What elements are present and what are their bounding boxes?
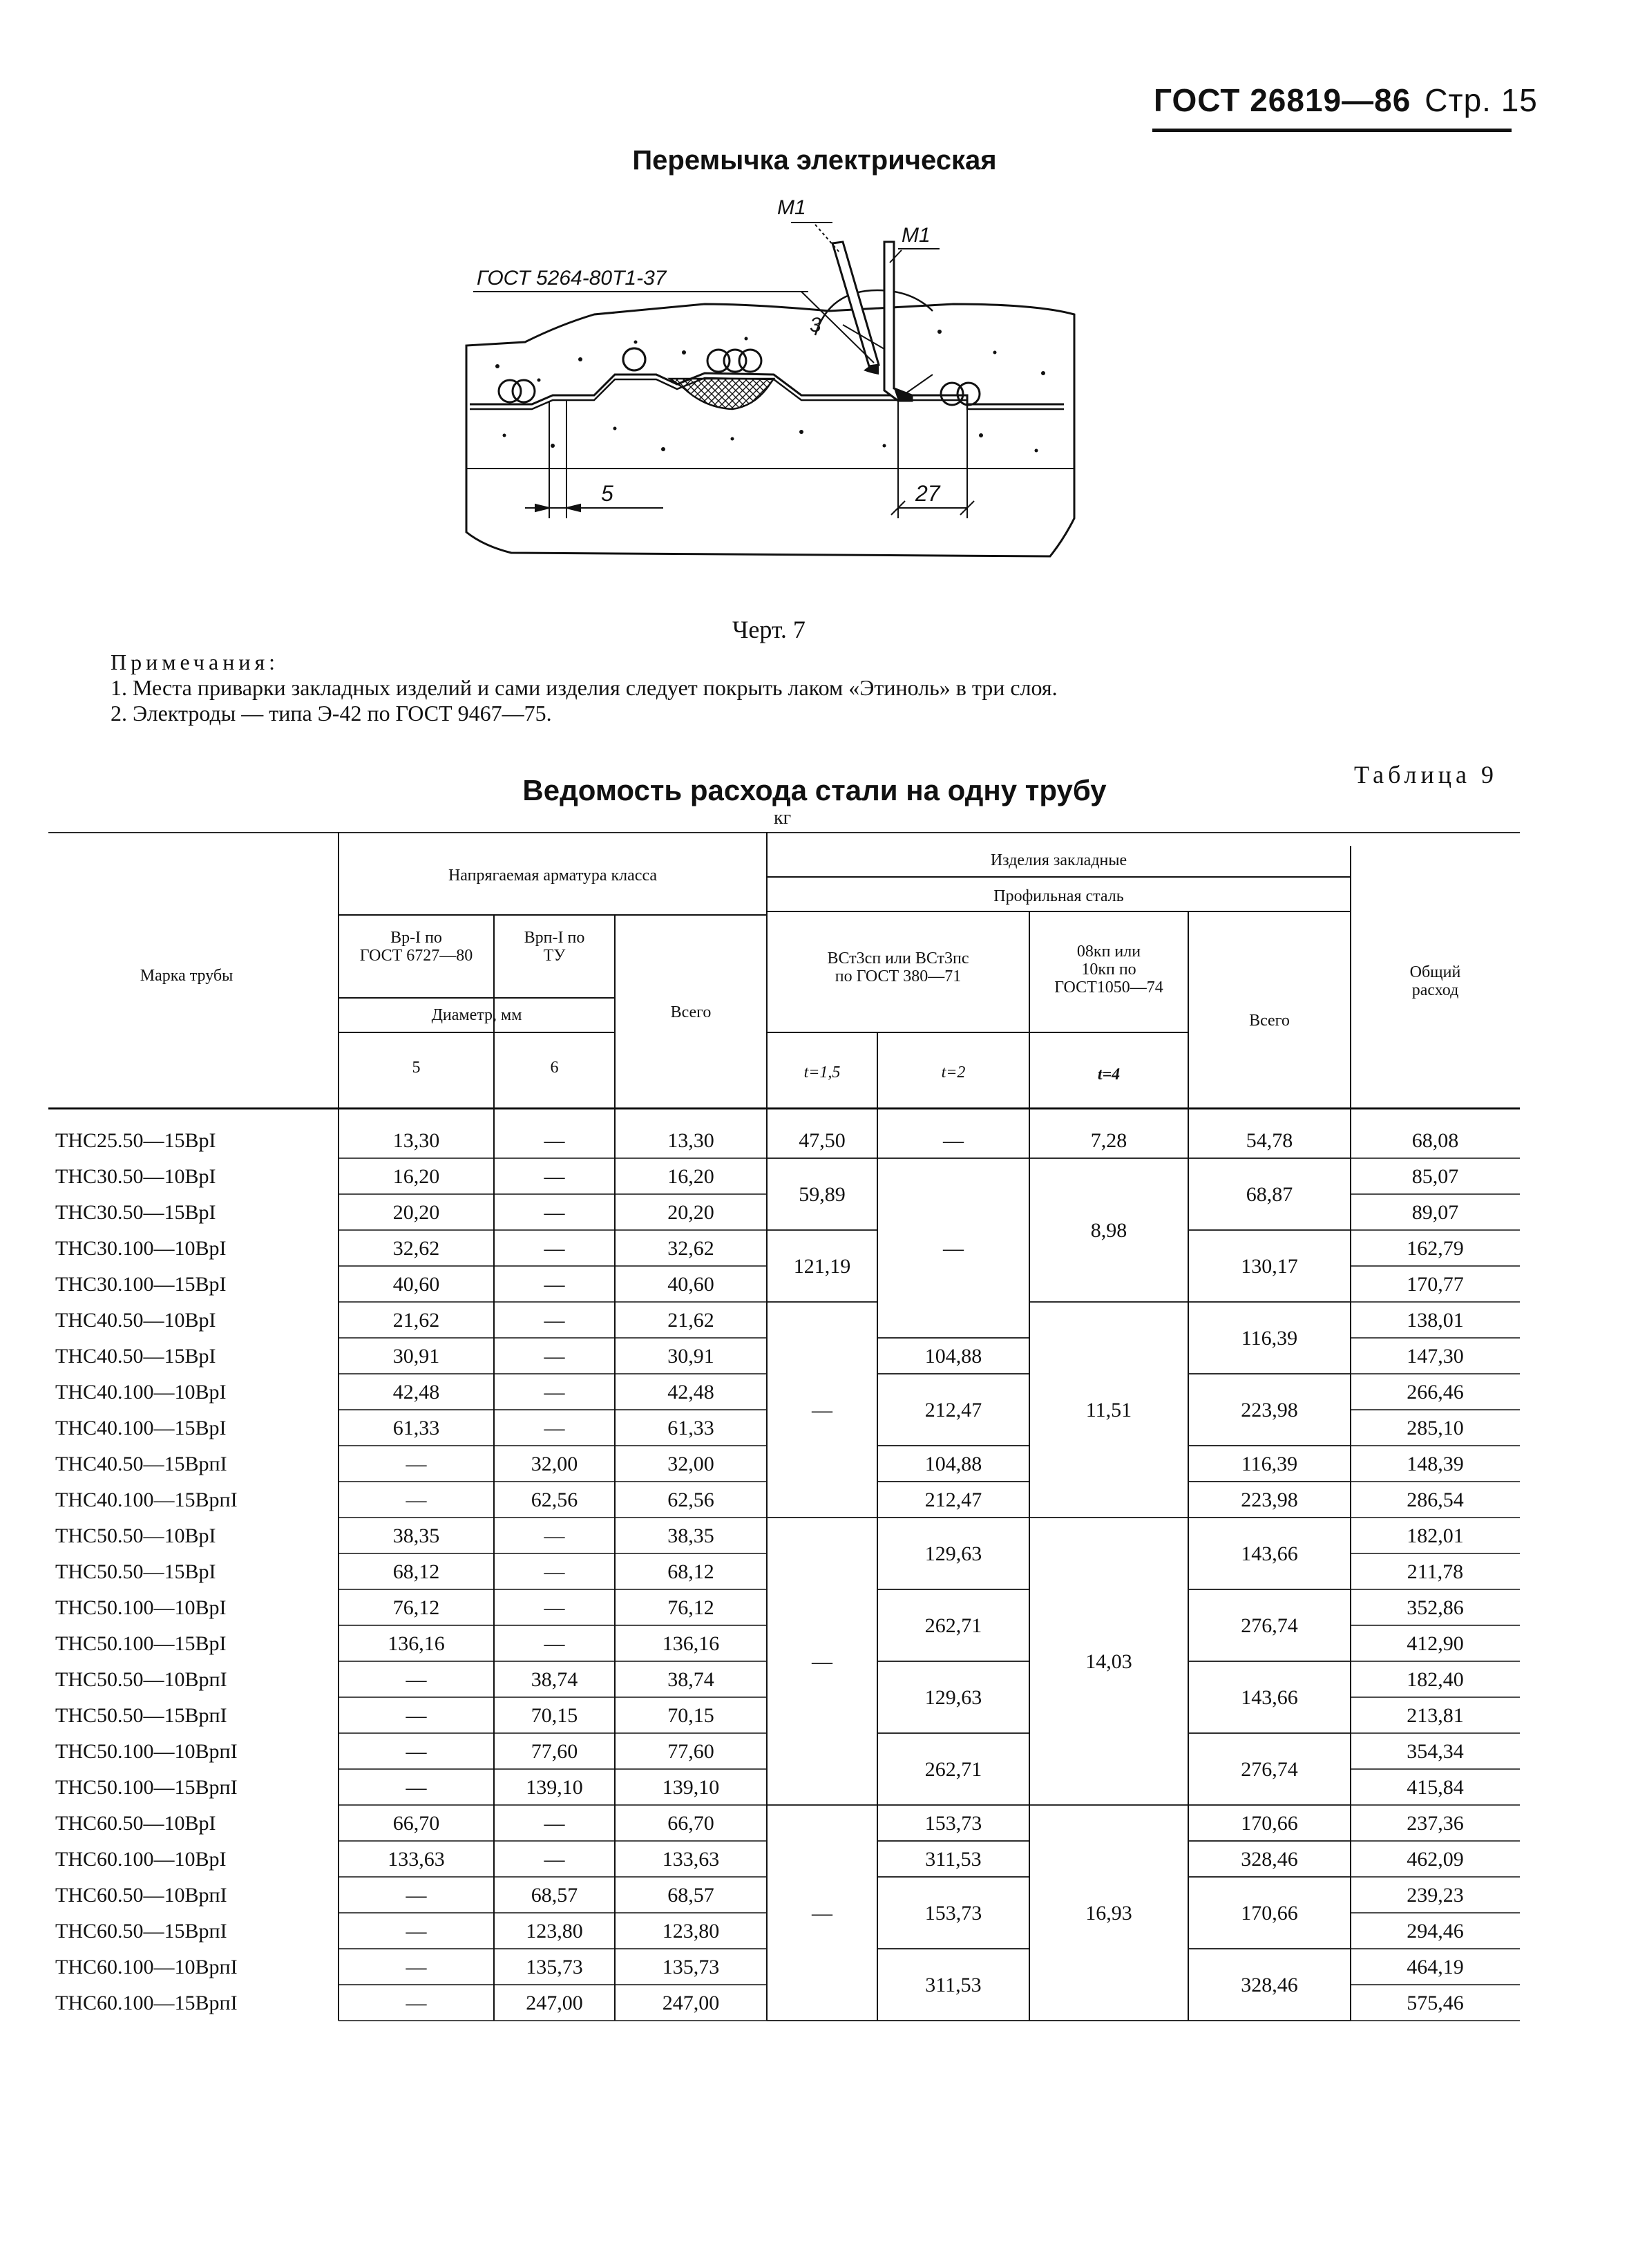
table-unit: кг <box>774 807 792 829</box>
table-merged-cell-t4: 14,03 <box>1085 1650 1132 1673</box>
label-m1-a: М1 <box>777 196 806 219</box>
table-row-d5: 68,12 <box>392 1560 440 1583</box>
table-merged-cell-etotal: 116,39 <box>1241 1453 1298 1475</box>
table-merged-cell-t15: — <box>812 1399 832 1421</box>
figure-title: Перемычка электрическая <box>632 145 997 176</box>
leader-weld-2 <box>905 375 933 394</box>
table-row-total: 13,30 <box>667 1129 714 1152</box>
table-row-overall: 182,40 <box>1407 1668 1464 1691</box>
table-row-total: 38,74 <box>667 1668 714 1691</box>
weld-fill <box>864 365 879 375</box>
table-row-total: 32,62 <box>667 1237 714 1260</box>
table-merged-cell-t2: 311,53 <box>925 1848 982 1871</box>
table-merged-cell-etotal: 276,74 <box>1241 1614 1298 1637</box>
concrete-outline <box>466 304 1074 556</box>
header-overall-1: Общий <box>1409 963 1461 981</box>
notes <box>111 650 1058 726</box>
table-merged-cell-t4: 7,28 <box>1090 1129 1127 1152</box>
table-row-d6: — <box>544 1524 565 1547</box>
label-weld-size: 3 <box>810 314 821 337</box>
table-merged-cell-t2: 104,88 <box>924 1453 982 1475</box>
table-merged-cell-t15: 47,50 <box>799 1129 846 1152</box>
table-row-d5: 42,48 <box>392 1381 440 1404</box>
table-row-overall: 147,30 <box>1407 1345 1464 1368</box>
table-row-overall: 462,09 <box>1407 1848 1464 1871</box>
table-row-total: 38,35 <box>667 1524 714 1547</box>
table-row-total: 20,20 <box>667 1201 714 1224</box>
figure-caption: Черт. 7 <box>732 616 806 643</box>
table-row-d5: 136,16 <box>388 1632 445 1655</box>
page-number: Стр. 15 <box>1425 82 1538 118</box>
label-m1-b: М1 <box>902 224 931 247</box>
table-merged-cell-etotal: 143,66 <box>1241 1686 1298 1709</box>
table-row-total: 133,63 <box>662 1848 720 1871</box>
table-row-overall: 354,34 <box>1407 1740 1464 1763</box>
header-vst-2: по ГОСТ 380—71 <box>835 967 962 985</box>
table-row-total: 76,12 <box>667 1596 714 1619</box>
table-row-total: 68,57 <box>667 1884 714 1907</box>
table-row-mark: ТНС50.50—10ВрпI <box>55 1668 227 1691</box>
table-row-overall: 89,07 <box>1411 1201 1459 1224</box>
table-merged-cell-etotal: 54,78 <box>1246 1129 1293 1152</box>
table-row-d6: 70,15 <box>531 1704 578 1727</box>
table-merged-cell-t15: — <box>812 1902 832 1925</box>
table-row-total: 66,70 <box>667 1812 714 1835</box>
table-title: Ведомость расхода стали на одну трубу <box>522 774 1107 806</box>
table-grid <box>48 832 1520 2021</box>
table-row-total: 16,20 <box>667 1165 714 1188</box>
table-merged-cell-t2: 212,47 <box>924 1489 982 1511</box>
table-row-d6: — <box>544 1596 565 1619</box>
table-row-total: 139,10 <box>662 1776 720 1799</box>
table-row-mark: ТНС50.100—15ВрпI <box>55 1776 238 1799</box>
table-row-d6: — <box>544 1417 565 1439</box>
table-merged-cell-etotal: 276,74 <box>1241 1758 1298 1781</box>
table-merged-cell-t15: 121,19 <box>793 1255 851 1278</box>
table-row-d6: 139,10 <box>526 1776 583 1799</box>
header-mark: Марка трубы <box>140 967 234 985</box>
header-t15: t=1,5 <box>803 1064 841 1081</box>
table-row-d6: — <box>544 1848 565 1871</box>
table-row-d6: — <box>544 1345 565 1368</box>
table-row-d5: 13,30 <box>392 1129 440 1152</box>
table-row-d5: 38,35 <box>392 1524 440 1547</box>
table-row-d5: — <box>406 1453 427 1475</box>
table-row-overall: 286,54 <box>1407 1489 1464 1511</box>
table-row-d5: 66,70 <box>392 1812 440 1835</box>
table-row-total: 70,15 <box>667 1704 714 1727</box>
table-row-overall: 148,39 <box>1407 1453 1464 1475</box>
header-kp-1: 08кп или <box>1076 943 1141 961</box>
notes-heading: Примечания: <box>111 650 280 674</box>
table-merged-cell-etotal: 223,98 <box>1241 1399 1298 1421</box>
table-merged-cell-t15: — <box>812 1650 832 1673</box>
table-merged-cell-t2: 212,47 <box>924 1399 982 1421</box>
table-row-d6: 38,74 <box>531 1668 578 1691</box>
table-row-mark: ТНС30.50—15ВрI <box>55 1201 216 1224</box>
table-row-d6: — <box>544 1165 565 1188</box>
table-merged-cell-etotal: 328,46 <box>1241 1848 1298 1871</box>
technical-drawing <box>456 193 1105 594</box>
table-row-overall: 285,10 <box>1407 1417 1464 1439</box>
table-merged-cell-etotal: 170,66 <box>1241 1812 1298 1835</box>
table-row-d5: — <box>406 1884 427 1907</box>
table-row-d6: 77,60 <box>531 1740 578 1763</box>
header-total: Всего <box>670 1003 712 1021</box>
table-row-d5: 20,20 <box>392 1201 440 1224</box>
table-merged-cell-t4: 11,51 <box>1085 1399 1132 1421</box>
table-row-mark: ТНС60.100—10ВрпI <box>55 1956 238 1978</box>
table-row-d5: 76,12 <box>392 1596 440 1619</box>
header-diameter: Диаметр, мм <box>431 1006 522 1024</box>
table-row-overall: 213,81 <box>1407 1704 1464 1727</box>
header-overall-2: расход <box>1411 981 1459 999</box>
table-row-d6: 62,56 <box>531 1489 578 1511</box>
table-row-total: 123,80 <box>662 1920 720 1943</box>
table-row-mark: ТНС25.50—15ВрI <box>55 1129 216 1152</box>
table-row-mark: ТНС60.50—15ВрпI <box>55 1920 227 1943</box>
hatched-insert <box>670 379 774 409</box>
table-row-overall: 294,46 <box>1407 1920 1464 1943</box>
header-prestressed: Напрягаемая арматура класса <box>448 867 658 885</box>
table-merged-cell-t2: — <box>943 1129 964 1152</box>
header-d5: 5 <box>412 1059 421 1077</box>
table-row-d5: — <box>406 1740 427 1763</box>
header-embedded-total: Всего <box>1249 1012 1290 1030</box>
table-row-total: 68,12 <box>667 1560 714 1583</box>
table-row-mark: ТНС60.50—10ВрI <box>55 1812 216 1835</box>
table-row-mark: ТНС30.50—10ВрI <box>55 1165 216 1188</box>
table-merged-cell-t2: 153,73 <box>924 1902 982 1925</box>
table-row-overall: 464,19 <box>1407 1956 1464 1978</box>
table-row-overall: 68,08 <box>1411 1129 1459 1152</box>
table-row-d6: 123,80 <box>526 1920 583 1943</box>
table-row-mark: ТНС40.50—10ВрI <box>55 1309 216 1332</box>
note-1: 1. Места приварки закладных изделий и сами изделия следует покрыть лаком «Этиноль» в три слоя. <box>111 675 1058 700</box>
table-merged-cell-etotal: 143,66 <box>1241 1542 1298 1565</box>
header-embedded: Изделия закладные <box>990 851 1127 869</box>
table-row-d5: 61,33 <box>392 1417 440 1439</box>
table-row-d5: — <box>406 1776 427 1799</box>
table-row-d5: — <box>406 1704 427 1727</box>
page-header <box>1154 82 1538 119</box>
table-row-d5: — <box>406 1489 427 1511</box>
dimension-lines <box>525 401 974 518</box>
table-row-d5: 21,62 <box>392 1309 440 1332</box>
table-merged-cell-t2: — <box>943 1237 964 1260</box>
weld-mound <box>815 290 933 335</box>
table-row-d6: — <box>544 1273 565 1296</box>
table-row-d6: 247,00 <box>526 1992 583 2014</box>
header-vrp1-1: Врп-I по <box>524 929 585 947</box>
table-row-mark: ТНС50.50—10ВрI <box>55 1524 216 1547</box>
table-row-overall: 266,46 <box>1407 1381 1464 1404</box>
table-row-mark: ТНС50.50—15ВрпI <box>55 1704 227 1727</box>
table-merged-cell-etotal: 130,17 <box>1241 1255 1298 1278</box>
table-row-d5: — <box>406 1992 427 2014</box>
table-row-total: 21,62 <box>667 1309 714 1332</box>
table-row-total: 247,00 <box>662 1992 720 2014</box>
table-merged-cell-t2: 129,63 <box>924 1542 982 1565</box>
table-merged-cell-etotal: 170,66 <box>1241 1902 1298 1925</box>
table-row-total: 40,60 <box>667 1273 714 1296</box>
table-row-total: 77,60 <box>667 1740 714 1763</box>
table-row-overall: 412,90 <box>1407 1632 1464 1655</box>
table-merged-cell-etotal: 68,87 <box>1246 1183 1293 1206</box>
table-row-d6: — <box>544 1309 565 1332</box>
table-row-overall: 138,01 <box>1407 1309 1464 1332</box>
table-row-mark: ТНС60.100—15ВрпI <box>55 1992 238 2014</box>
table-row-mark: ТНС30.100—10ВрI <box>55 1237 227 1260</box>
table-row-d5: 30,91 <box>392 1345 440 1368</box>
header-t4: t=4 <box>1097 1066 1121 1084</box>
table-row-mark: ТНС30.100—15ВрI <box>55 1273 227 1296</box>
header-vrp1-2: ТУ <box>543 947 566 965</box>
table-row-total: 135,73 <box>662 1956 720 1978</box>
dim-5: 5 <box>601 481 613 506</box>
table-merged-cell-t2: 153,73 <box>924 1812 982 1835</box>
table-row-overall: 85,07 <box>1411 1165 1459 1188</box>
table-row-mark: ТНС50.100—10ВрI <box>55 1596 227 1619</box>
table-merged-cell-t4: 16,93 <box>1085 1902 1132 1925</box>
label-gost-weld: ГОСТ 5264-80Т1-37 <box>477 267 667 290</box>
table-merged-cell-etotal: 328,46 <box>1241 1974 1298 1996</box>
table-merged-cell-t2: 262,71 <box>924 1614 982 1637</box>
table-row-overall: 182,01 <box>1407 1524 1464 1547</box>
table-row-d6: 32,00 <box>531 1453 578 1475</box>
table-merged-cell-etotal: 116,39 <box>1241 1327 1298 1350</box>
table-row-mark: ТНС50.100—15ВрI <box>55 1632 227 1655</box>
header-d6: 6 <box>550 1059 559 1077</box>
table-row-mark: ТНС40.100—15ВрпI <box>55 1489 238 1511</box>
table-merged-cell-t15: 59,89 <box>799 1183 846 1206</box>
gost-number: ГОСТ 26819—86 <box>1154 82 1411 118</box>
table-row-overall: 211,78 <box>1407 1560 1464 1583</box>
table-row-mark: ТНС40.100—10ВрI <box>55 1381 227 1404</box>
header-rule <box>1152 129 1512 132</box>
table-row-total: 30,91 <box>667 1345 714 1368</box>
table-row-mark: ТНС40.100—15ВрI <box>55 1417 227 1439</box>
table-row-d6: — <box>544 1812 565 1835</box>
table-row-total: 61,33 <box>667 1417 714 1439</box>
table-body <box>55 1129 1464 2014</box>
table-number: Таблица 9 <box>1354 761 1498 788</box>
table-row-d6: 68,57 <box>531 1884 578 1907</box>
note-2: 2. Электроды — типа Э-42 по ГОСТ 9467—75. <box>111 701 552 726</box>
table-row-d6: 135,73 <box>526 1956 583 1978</box>
table-row-d5: — <box>406 1956 427 1978</box>
table-row-d5: — <box>406 1668 427 1691</box>
vertical-jumper-bar <box>884 242 912 401</box>
header-kp-2: 10кп по <box>1081 961 1136 979</box>
table-row-overall: 237,36 <box>1407 1812 1464 1835</box>
table-row-d6: — <box>544 1129 565 1152</box>
table-row-overall: 575,46 <box>1407 1992 1464 2014</box>
table-row-d5: 133,63 <box>388 1848 445 1871</box>
table-row-d6: — <box>544 1632 565 1655</box>
table-row-d6: — <box>544 1560 565 1583</box>
table-merged-cell-t2: 129,63 <box>924 1686 982 1709</box>
table-merged-cell-t4: 8,98 <box>1090 1219 1127 1242</box>
table-row-overall: 415,84 <box>1407 1776 1464 1799</box>
header-vst-1: ВСт3сп или ВСт3пс <box>827 949 969 967</box>
header-profile: Профильная сталь <box>993 887 1124 905</box>
inclined-jumper-bar <box>832 242 879 366</box>
table-row-overall: 170,77 <box>1407 1273 1464 1296</box>
table-row-mark: ТНС50.100—10ВрпI <box>55 1740 238 1763</box>
table-row-mark: ТНС60.50—10ВрпI <box>55 1884 227 1907</box>
table-merged-cell-etotal: 223,98 <box>1241 1489 1298 1511</box>
table-row-d5: — <box>406 1920 427 1943</box>
table-row-total: 62,56 <box>667 1489 714 1511</box>
table-row-d5: 16,20 <box>392 1165 440 1188</box>
header-kp-3: ГОСТ1050—74 <box>1054 979 1163 996</box>
table-row-d6: — <box>544 1201 565 1224</box>
header-vr1-1: Вр-I по <box>390 929 442 947</box>
table-row-mark: ТНС40.50—15ВрI <box>55 1345 216 1368</box>
dim-27: 27 <box>915 481 940 506</box>
table-row-total: 42,48 <box>667 1381 714 1404</box>
table-row-d6: — <box>544 1381 565 1404</box>
table-merged-cell-t2: 311,53 <box>925 1974 982 1996</box>
table-row-mark: ТНС60.100—10ВрI <box>55 1848 227 1871</box>
table-merged-cell-t2: 104,88 <box>924 1345 982 1368</box>
table-row-overall: 239,23 <box>1407 1884 1464 1907</box>
table-row-d5: 32,62 <box>392 1237 440 1260</box>
header-t2: t=2 <box>941 1064 966 1081</box>
table-merged-cell-t2: 262,71 <box>924 1758 982 1781</box>
table-row-d6: — <box>544 1237 565 1260</box>
steel-consumption-table <box>48 832 1520 2062</box>
table-row-total: 136,16 <box>662 1632 720 1655</box>
table-row-overall: 162,79 <box>1407 1237 1464 1260</box>
table-row-mark: ТНС40.50—15ВрпI <box>55 1453 227 1475</box>
header-vr1-2: ГОСТ 6727—80 <box>359 947 473 965</box>
table-row-overall: 352,86 <box>1407 1596 1464 1619</box>
table-row-d5: 40,60 <box>392 1273 440 1296</box>
table-row-mark: ТНС50.50—15ВрI <box>55 1560 216 1583</box>
table-row-total: 32,00 <box>667 1453 714 1475</box>
